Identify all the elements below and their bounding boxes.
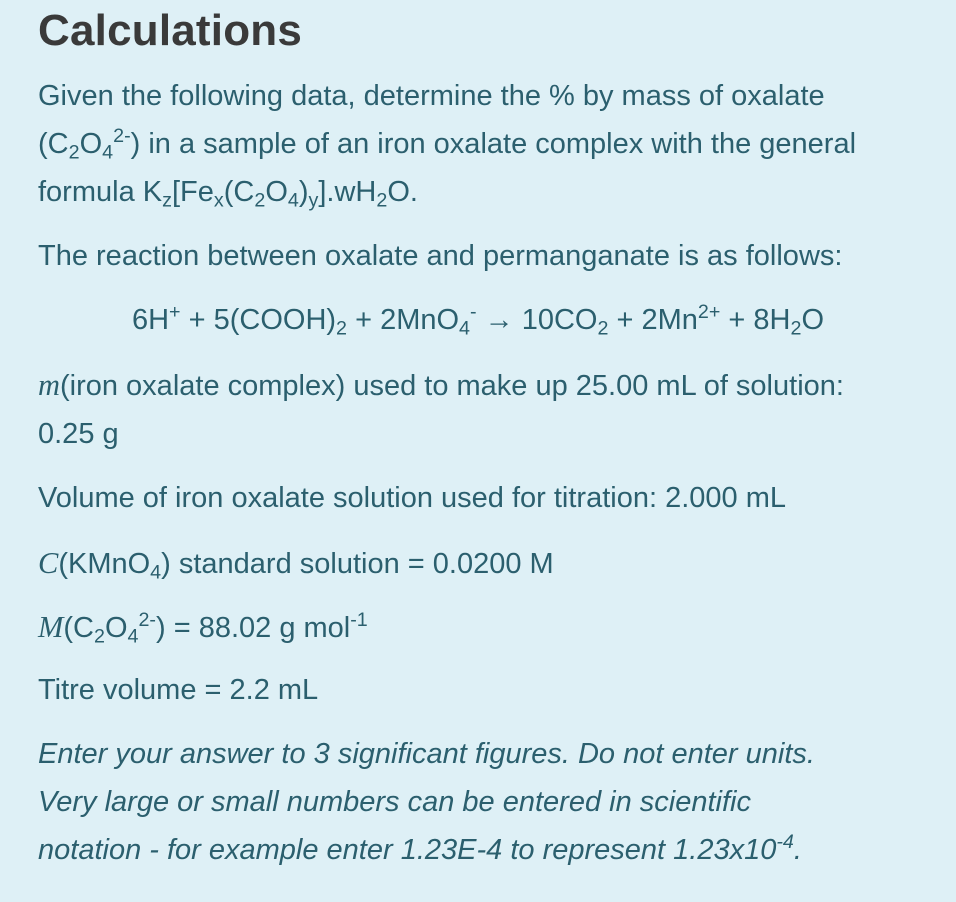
- concentration-line: C(KMnO$_4$) standard solution = 0.0200 M: [38, 546, 554, 584]
- molar-mass-line: $M(C_2O_4^{2-}) = 88.02$ g mol$^{-1}$: [38, 609, 368, 648]
- intro-line-2: $(C_2O_4^{2-})$ in a sample of an iron oxalate complex with the general: [38, 125, 857, 164]
- instructions-line-2: Very large or small numbers can be entered in scientific: [38, 786, 751, 818]
- reaction-intro: The reaction between oxalate and permanganate is as follows:: [38, 240, 843, 272]
- mass-value: 0.25 g: [38, 418, 119, 450]
- reaction-equation: $6H^+ + 5(COOH)_2 + 2MnO_4^- \to 10CO_2 + 2Mn^{2+} + 8H_2O$: [131, 301, 825, 340]
- instructions-line-3: notation - for example enter 1.23E-4 to represent $1.23x10^{-4}$.: [38, 831, 802, 866]
- reaction-arrow: →: [476, 304, 522, 336]
- intro-line-3: formula $K_z[Fe_x(C_2O_4)_y].wH_2O$.: [38, 176, 418, 212]
- volume-line: Volume of iron oxalate solution used for titration: 2.000 mL: [38, 482, 786, 514]
- instructions-line-1: Enter your answer to 3 significant figures. Do not enter units.: [38, 738, 815, 770]
- mass-line: m(iron oxalate complex) used to make up 25.00 mL of solution:: [38, 368, 844, 402]
- intro-line-1: Given the following data, determine the % by mass of oxalate: [38, 80, 825, 112]
- page-title: Calculations: [38, 6, 303, 55]
- titre-line: Titre volume = 2.2 mL: [38, 674, 319, 706]
